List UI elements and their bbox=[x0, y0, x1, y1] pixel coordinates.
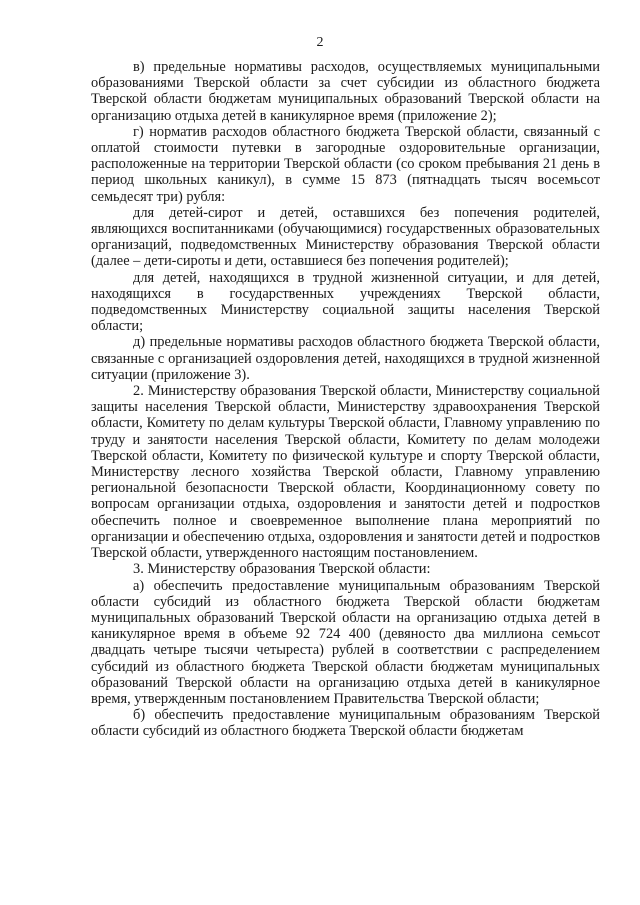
paragraph-d-health-norms: д) предельные нормативы расходов областного бюджета Тверской области, связанные с организацией оздоровления детей, находящихся в трудной жизненной ситуации (приложение 3). bbox=[91, 334, 600, 383]
paragraph-v-limit-norms: в) предельные нормативы расходов, осуществляемых муниципальными образованиями Тверской области за счет субсидии из областного бюджета Тверской области бюджетам муниципальных образований Тверской области на организацию отдыха детей в каникулярное время (приложение 2); bbox=[91, 59, 600, 124]
page-number: 2 bbox=[316, 35, 324, 50]
paragraph-3-ministry-education: 3. Министерству образования Тверской области: bbox=[133, 561, 431, 578]
paragraph-a-subsidies: а) обеспечить предоставление муниципальным образованиям Тверской области субсидий из областного бюджета Тверской области бюджетам муниципальных образований Тверской области на организацию отдыха детей в каникулярное время в объеме 92 724 400 (девяносто два миллиона семьсот двадцать четыре тысячи четыреста) рублей в соответствии с распределением субсидий из областного бюджета Тверской области бюджетам муниципальных образований Тверской области на организацию отдыха детей в каникулярное время, утвержденным постановлением Правительства Тверской области; bbox=[91, 577, 600, 707]
paragraph-difficult-situation: для детей, находящихся в трудной жизненной ситуации, и для детей, находящихся в государственных учреждениях Тверской области, подведомственных Министерству социальной защиты населения Тверской области; bbox=[91, 269, 600, 335]
document-body bbox=[91, 59, 600, 740]
paragraph-b-subsidies: б) обеспечить предоставление муниципальным образованиям Тверской области субсидий из областного бюджета Тверской области бюджетам bbox=[91, 707, 600, 740]
paragraph-orphans: для детей-сирот и детей, оставшихся без попечения родителей, являющихся воспитанниками (обучающимися) государственных образовательных организаций, подведомственных Министерству образования Тверской области (далее – дети-сироты и дети, оставшиеся без попечения родителей); bbox=[91, 204, 600, 270]
paragraph-2-ministries: 2. Министерству образования Тверской области, Министерству социальной защиты населения Тверской области, Министерству здравоохранения Тверской области, Комитету по делам культуры Тверской области, Главному управлению по труду и занятости населения Тверской области, Комитету по делам молодежи Тверской области, Комитету по физической культуре и спорту Тверской области, Министерству лесного хозяйства Тверской области, Главному управлению региональной безопасности Тверской области, Координационному совету по вопросам организации отдыха, оздоровления и занятости детей и подростков обеспечить полное и своевременное выполнение плана мероприятий по организации и обеспечению отдыха, оздоровления и занятости детей и подростков Тверской области, утвержденного настоящим постановлением. bbox=[91, 383, 600, 562]
paragraph-g-voucher-norm: г) норматив расходов областного бюджета Тверской области, связанный с оплатой стоимости путевки в загородные оздоровительные организации, расположенные на территории Тверской области (со сроком пребывания 21 день в период школьных каникул), в сумме 15 873 (пятнадцать тысяч восемьсот семьдесят три) рубля: bbox=[91, 123, 600, 205]
